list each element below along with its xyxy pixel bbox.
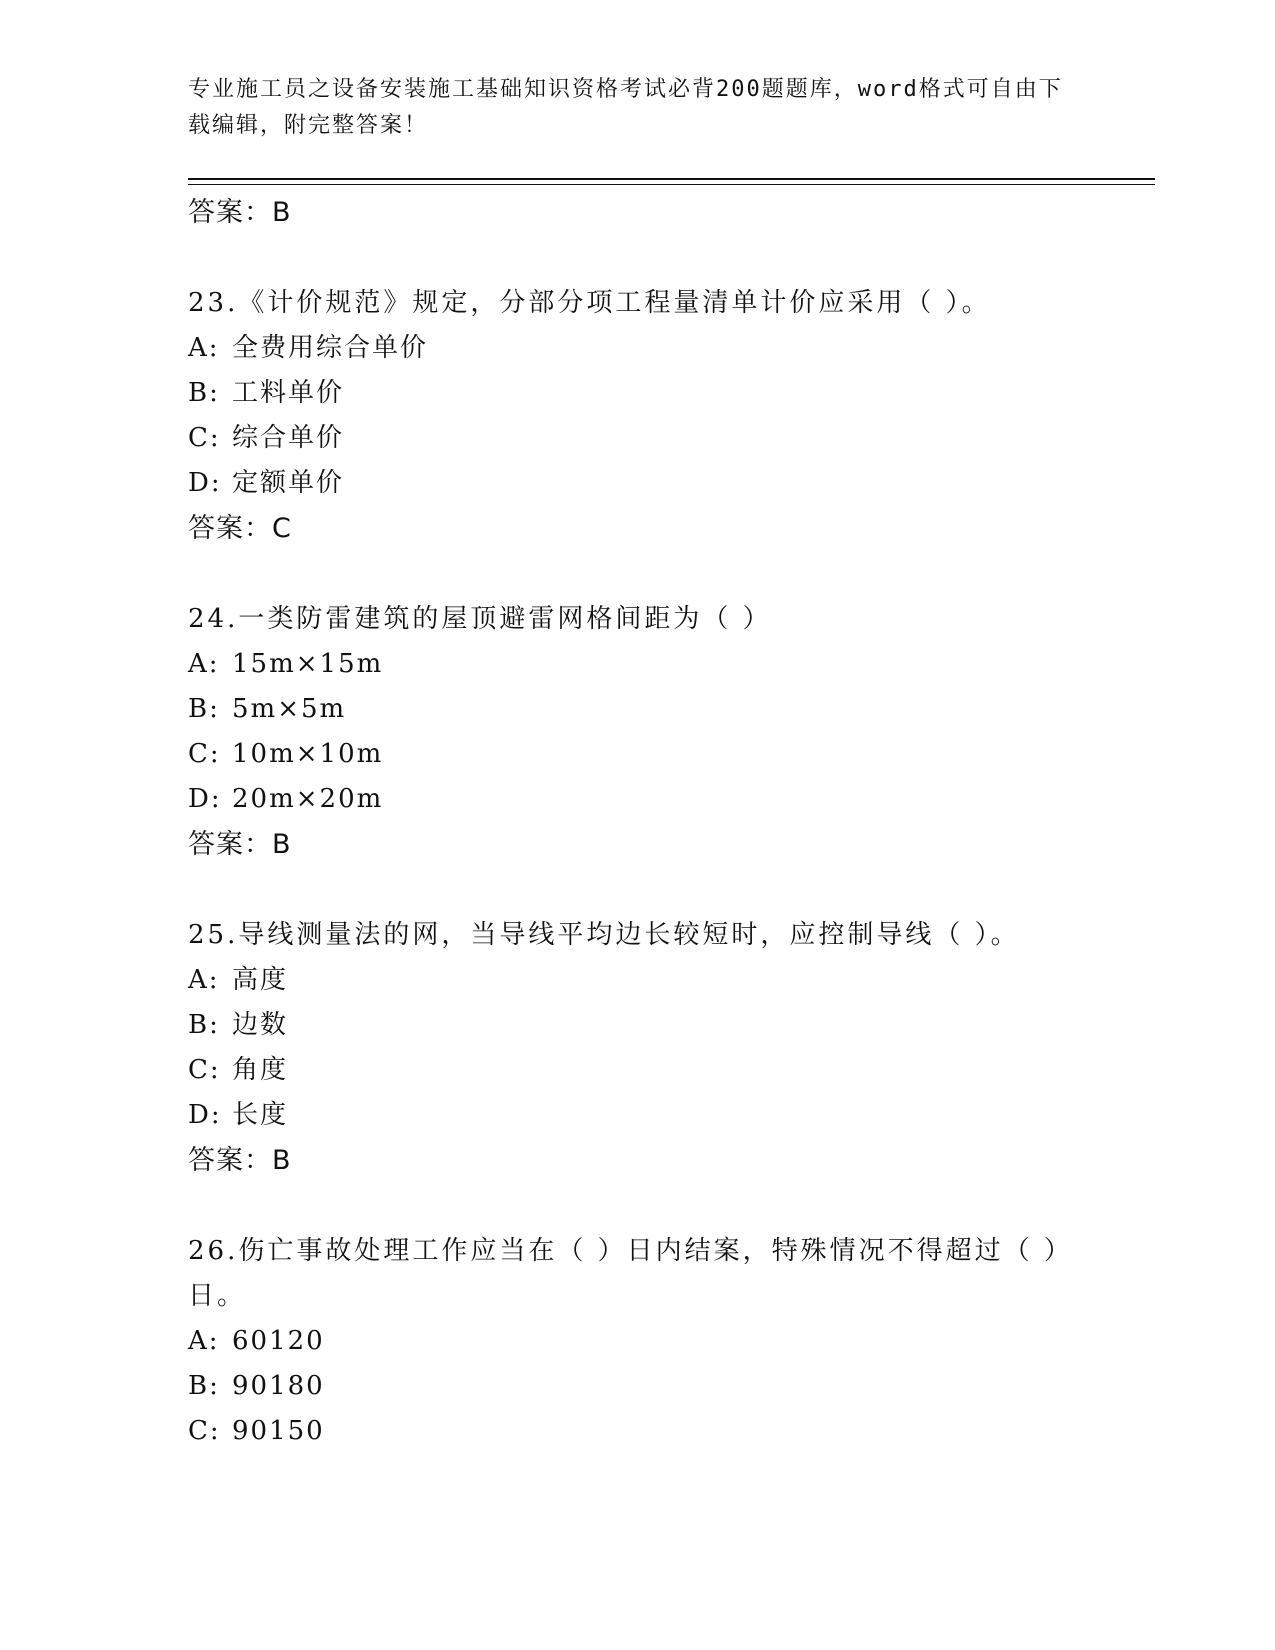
option-b bbox=[188, 1003, 1088, 1048]
option-letter: A: bbox=[188, 333, 220, 363]
option-letter: B: bbox=[188, 378, 220, 408]
option-letter: B: bbox=[188, 694, 220, 724]
option-text: 高度 bbox=[232, 965, 289, 995]
option-letter: C: bbox=[188, 423, 221, 453]
option-letter: C: bbox=[188, 1416, 221, 1446]
option-text: 综合单价 bbox=[232, 423, 345, 453]
option-letter: A: bbox=[188, 1326, 220, 1356]
option-c bbox=[188, 416, 1088, 461]
option-text: 90150 bbox=[232, 1416, 325, 1446]
option-d bbox=[188, 777, 1088, 822]
option-letter: A: bbox=[188, 649, 220, 679]
option-text: 全费用综合单价 bbox=[232, 333, 429, 363]
option-a bbox=[188, 1319, 1088, 1364]
option-letter: D: bbox=[188, 784, 222, 814]
option-d bbox=[188, 1093, 1088, 1138]
answer-line: 答案：C bbox=[188, 513, 292, 544]
option-text: 20m×20m bbox=[232, 784, 384, 814]
question-text: 23.《计价规范》规定，分部分项工程量清单计价应采用（ ）。 bbox=[188, 288, 991, 318]
question-text: 24.一类防雷建筑的屋顶避雷网格间距为（ ） bbox=[188, 604, 772, 634]
option-text: 定额单价 bbox=[232, 468, 345, 498]
option-letter: D: bbox=[188, 468, 222, 498]
header-rule-thin bbox=[188, 184, 1155, 185]
option-b bbox=[188, 687, 1088, 732]
question-text: 25.导线测量法的网，当导线平均边长较短时，应控制导线（ ）。 bbox=[188, 920, 1020, 950]
option-a bbox=[188, 642, 1088, 687]
document-header: 专业施工员之设备安装施工基础知识资格考试必背200题题库，word格式可自由下载编辑，附完整答案！ bbox=[188, 77, 1063, 138]
option-d bbox=[188, 461, 1088, 506]
option-letter: A: bbox=[188, 965, 220, 995]
option-text: 10m×10m bbox=[232, 739, 384, 769]
option-text: 工料单价 bbox=[232, 378, 345, 408]
option-text: 60120 bbox=[232, 1326, 325, 1356]
option-a bbox=[188, 326, 1088, 371]
option-text: 90180 bbox=[232, 1371, 325, 1401]
answer-line: 答案：B bbox=[188, 197, 292, 228]
header-rule-thick bbox=[188, 178, 1155, 180]
question-list bbox=[188, 190, 1088, 1454]
option-b bbox=[188, 371, 1088, 416]
option-letter: C: bbox=[188, 1055, 221, 1085]
answer-line: 答案：B bbox=[188, 829, 292, 860]
option-letter: C: bbox=[188, 739, 221, 769]
option-text: 角度 bbox=[232, 1055, 289, 1085]
option-text: 长度 bbox=[232, 1100, 289, 1130]
option-a bbox=[188, 958, 1088, 1003]
question-text: 26.伤亡事故处理工作应当在（ ）日内结案，特殊情况不得超过（ ）日。 bbox=[188, 1236, 1073, 1311]
option-c bbox=[188, 1048, 1088, 1093]
answer-line: 答案：B bbox=[188, 1145, 292, 1176]
option-text: 边数 bbox=[232, 1010, 289, 1040]
option-letter: B: bbox=[188, 1371, 220, 1401]
option-b bbox=[188, 1364, 1088, 1409]
option-letter: D: bbox=[188, 1100, 222, 1130]
option-c bbox=[188, 1409, 1088, 1454]
option-text: 15m×15m bbox=[232, 649, 384, 679]
option-text: 5m×5m bbox=[232, 694, 347, 724]
option-c bbox=[188, 732, 1088, 777]
option-letter: B: bbox=[188, 1010, 220, 1040]
